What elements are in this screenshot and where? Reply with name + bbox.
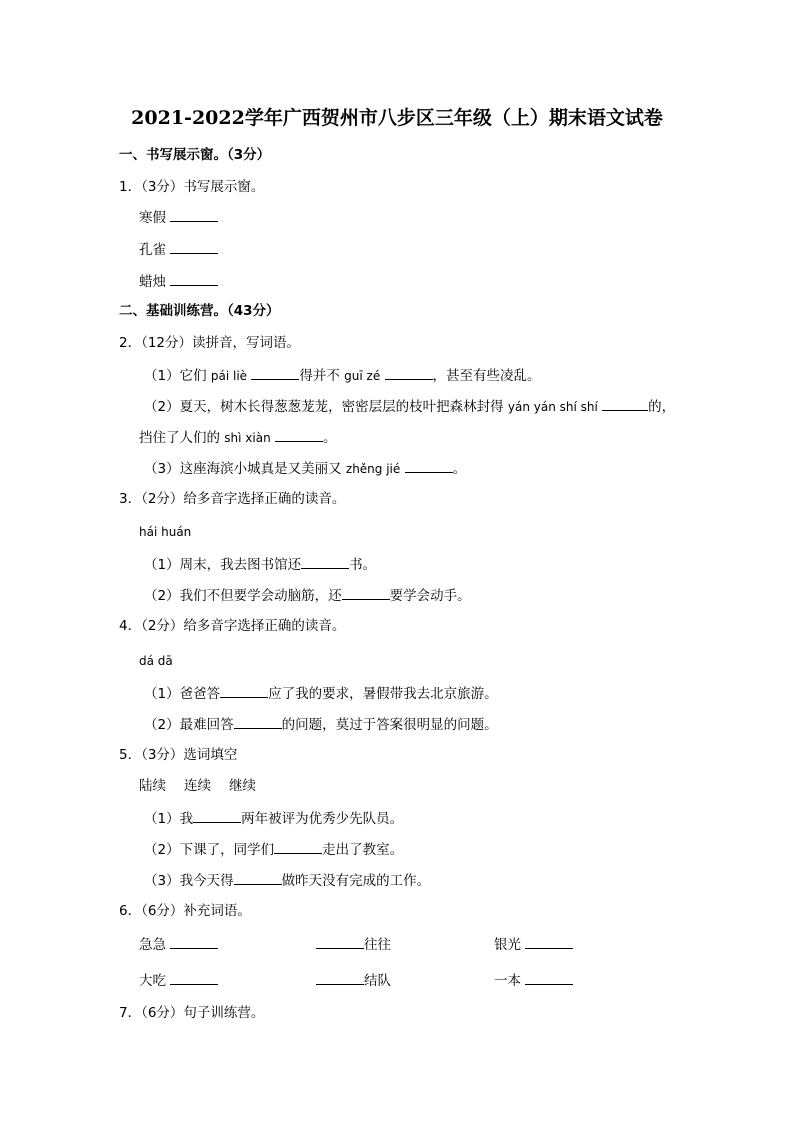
q2-l3-a: 挡住了人们的: [139, 430, 225, 446]
q6-r2-c2: [316, 971, 391, 990]
q4-s1-a: （1）爸爸答: [144, 686, 221, 702]
section-2-heading: 二、基础训练营。（43分）: [119, 303, 280, 319]
exam-title: 2021-2022学年广西贺州市八步区三年级（上）期末语文试卷: [131, 107, 663, 129]
q2-l4-b: 。: [452, 461, 467, 477]
q6-word: 往往: [364, 937, 391, 953]
answer-blank[interactable]: [385, 366, 433, 380]
q2-line-1: [144, 366, 541, 385]
q5-s3-a: （3）我今天得: [144, 873, 234, 889]
q6-word: 一本: [494, 973, 521, 989]
answer-blank[interactable]: [220, 684, 268, 698]
q7-stem: 7．（6分）句子训练营。: [119, 1005, 265, 1021]
q2-stem: 2．（12分）读拼音，写词语。: [119, 335, 301, 351]
q3-options: hái huán: [139, 525, 192, 539]
q5-s1-b: 两年被评为优秀少先队员。: [241, 811, 404, 827]
q3-s2-a: （2）我们不但要学会动脑筋，还: [144, 588, 342, 604]
q2-l2-a: （2）夏天，树木长得葱葱茏茏，密密层层的枝叶把森林封得: [144, 399, 508, 415]
answer-blank[interactable]: [275, 428, 323, 442]
q6-r1-c2: [316, 935, 391, 954]
q6-word: 银光: [494, 937, 521, 953]
answer-blank[interactable]: [405, 459, 453, 473]
answer-blank[interactable]: [234, 715, 282, 729]
answer-blank[interactable]: [170, 208, 218, 222]
q4-sentence-2: [144, 715, 498, 734]
answer-blank[interactable]: [234, 871, 282, 885]
q3-sentence-1: [144, 555, 376, 574]
q3-sentence-2: [144, 586, 471, 605]
q3-s1-a: （1）周末，我去图书馆还: [144, 557, 302, 573]
q5-option-2: 连续: [184, 778, 211, 794]
section-1-heading: 一、书写展示窗。（3分）: [119, 147, 271, 163]
q2-line-4: [144, 459, 466, 478]
q2-l1-a: （1）它们: [144, 368, 211, 384]
answer-blank[interactable]: [251, 366, 299, 380]
pinyin: yán yán shí shí: [507, 400, 598, 414]
q1-word-1-text: 寒假: [139, 210, 166, 226]
q5-sentence-1: [144, 809, 403, 828]
q6-r2-c1: [139, 971, 218, 990]
q6-r2-c3: [494, 971, 573, 990]
q2-line-3: [139, 428, 337, 447]
q5-stem: 5．（3分）选词填空: [119, 747, 238, 763]
q5-s1-a: （1）我: [144, 811, 194, 827]
q4-s1-b: 应了我的要求，暑假带我去北京旅游。: [268, 686, 498, 702]
q2-l4-a: （3）这座海滨小城真是又美丽又: [144, 461, 346, 477]
q4-options: dá dā: [139, 654, 173, 668]
q4-sentence-1: [144, 684, 498, 703]
q5-option-1: 陆续: [139, 778, 166, 794]
q6-word: 结队: [364, 973, 391, 989]
answer-blank[interactable]: [316, 971, 364, 985]
q6-word: 急急: [139, 937, 166, 953]
q2-l1-b: 得并不: [299, 368, 345, 384]
q5-s2-a: （2）下课了，同学们: [144, 842, 275, 858]
answer-blank[interactable]: [170, 971, 218, 985]
q3-s1-b: 书。: [349, 557, 377, 573]
q5-sentence-3: [144, 871, 430, 890]
answer-blank[interactable]: [602, 397, 648, 411]
q2-line-2: [144, 397, 675, 416]
answer-blank[interactable]: [274, 840, 322, 854]
answer-blank[interactable]: [170, 935, 218, 949]
q1-word-3-text: 蜡烛: [139, 274, 166, 290]
q6-r1-c1: [139, 935, 218, 954]
answer-blank[interactable]: [525, 935, 573, 949]
answer-blank[interactable]: [193, 809, 241, 823]
q2-l3-b: 。: [323, 430, 337, 446]
answer-blank[interactable]: [525, 971, 573, 985]
q4-s2-b: 的问题，莫过于答案很明显的问题。: [281, 717, 498, 733]
q6-stem: 6．（6分）补充词语。: [119, 903, 251, 919]
q6-word: 大吃: [139, 973, 166, 989]
answer-blank[interactable]: [170, 240, 218, 254]
q1-word-2-text: 孔雀: [139, 242, 166, 258]
q2-l2-b: 的，: [648, 399, 676, 415]
q2-l1-c: ，甚至有些凌乱。: [432, 368, 541, 384]
answer-blank[interactable]: [316, 935, 364, 949]
q4-s2-a: （2）最难回答: [144, 717, 234, 733]
pinyin: guī zé: [344, 369, 381, 383]
q5-s2-b: 走出了教室。: [322, 842, 404, 858]
pinyin: zhěng jié: [345, 462, 401, 476]
answer-blank[interactable]: [342, 586, 390, 600]
q5-option-3: 继续: [229, 778, 256, 794]
q5-options: [139, 777, 274, 795]
q6-r1-c3: [494, 935, 573, 954]
q1-word-1: [139, 208, 218, 227]
answer-blank[interactable]: [301, 555, 349, 569]
pinyin: pái liè: [210, 369, 248, 383]
q1-word-3: [139, 272, 218, 291]
q4-stem: 4．（2分）给多音字选择正确的读音。: [119, 618, 346, 634]
q3-stem: 3．（2分）给多音字选择正确的读音。: [119, 491, 346, 507]
q3-s2-b: 要学会动手。: [389, 588, 471, 604]
q5-s3-b: 做昨天没有完成的工作。: [281, 873, 431, 889]
answer-blank[interactable]: [170, 272, 218, 286]
q1-word-2: [139, 240, 218, 259]
pinyin: shì xiàn: [224, 431, 271, 445]
q5-sentence-2: [144, 840, 403, 859]
q1-stem: 1．（3分）书写展示窗。: [119, 179, 265, 195]
